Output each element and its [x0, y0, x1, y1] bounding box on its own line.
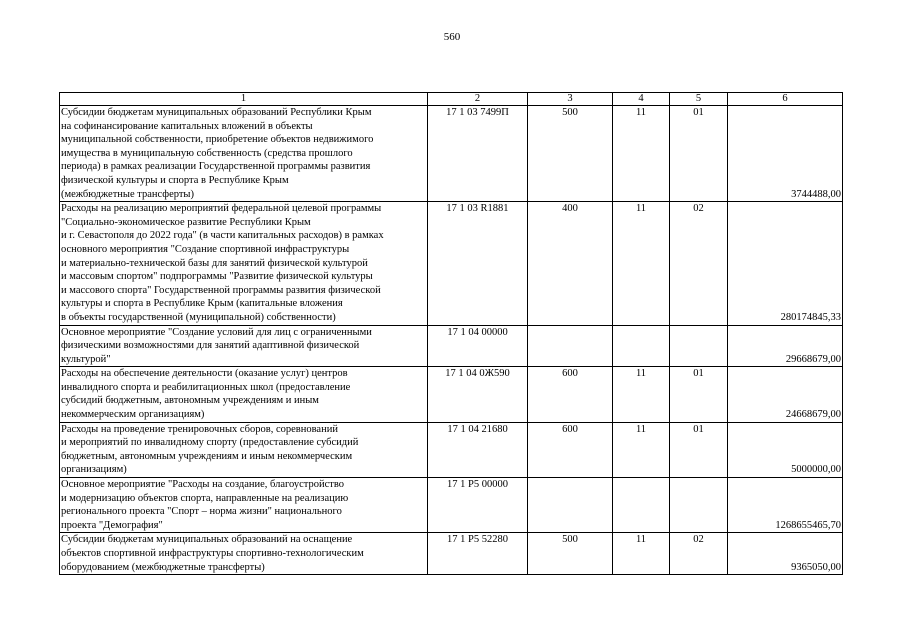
- column-header: 6: [728, 93, 843, 106]
- table-row: [60, 367, 843, 422]
- table-row: [60, 106, 843, 202]
- table-row: [60, 422, 843, 477]
- table-header-row: [60, 93, 843, 106]
- row-amount: 280174845,33: [728, 202, 843, 325]
- row-section: [613, 478, 670, 533]
- row-code: 17 1 03 R1881: [428, 202, 528, 325]
- budget-table: [59, 92, 843, 575]
- column-header: 4: [613, 93, 670, 106]
- table-row: [60, 325, 843, 367]
- table-row: [60, 533, 843, 575]
- column-header: 5: [670, 93, 728, 106]
- page-number: 560: [443, 31, 461, 43]
- row-description: Основное мероприятие "Расходы на создание, благоустройство и модернизацию объектов спорта, направленные на реализацию регионального проекта "Спорт – норма жизни" национального проекта "Демография": [60, 478, 428, 533]
- row-code: 17 1 04 0Ж590: [428, 367, 528, 422]
- row-expense-type: 600: [528, 367, 613, 422]
- row-expense-type: 600: [528, 422, 613, 477]
- row-subsection: 02: [670, 202, 728, 325]
- row-section: [613, 325, 670, 367]
- row-description: Расходы на проведение тренировочных сборов, соревнований и мероприятий по инвалидному спорту (предоставление субсидий бюджетным, автономным учреждениям и иным некоммерческим организациям): [60, 422, 428, 477]
- row-code: 17 1 P5 00000: [428, 478, 528, 533]
- row-code: 17 1 P5 52280: [428, 533, 528, 575]
- row-expense-type: [528, 325, 613, 367]
- table-row: [60, 202, 843, 325]
- column-header: 1: [60, 93, 428, 106]
- row-code: 17 1 04 21680: [428, 422, 528, 477]
- row-description: Субсидии бюджетам муниципальных образований на оснащение объектов спортивной инфраструктуры спортивно-технологическим оборудованием (межбюджетные трансферты): [60, 533, 428, 575]
- row-amount: 24668679,00: [728, 367, 843, 422]
- row-description: Расходы на обеспечение деятельности (оказание услуг) центров инвалидного спорта и реабилитационных школ (предоставление субсидий бюджетным, автономным учреждениям и иным некоммерческим организациям): [60, 367, 428, 422]
- row-section: 11: [613, 367, 670, 422]
- row-description: Расходы на реализацию мероприятий федеральной целевой программы "Социально-экономическое развитие Республики Крым и г. Севастополя до 2022 года" (в части капитальных расходов) в рамках основного мероприятия "Создание спортивной инфраструктуры и материально-технической базы для занятий физической культурой и массовым спортом" подпрограммы "Развитие физической культуры и массового спорта" Государственной программы развития физической культуры и спорта в Республике Крым (капитальные вложения в объекты государственной (муниципальной) собственности): [60, 202, 428, 325]
- row-amount: 5000000,00: [728, 422, 843, 477]
- row-expense-type: 500: [528, 533, 613, 575]
- row-expense-type: [528, 478, 613, 533]
- table-row: [60, 478, 843, 533]
- row-subsection: 01: [670, 367, 728, 422]
- row-expense-type: 400: [528, 202, 613, 325]
- row-section: 11: [613, 106, 670, 202]
- column-header: 3: [528, 93, 613, 106]
- row-section: 11: [613, 533, 670, 575]
- row-description: Основное мероприятие "Создание условий для лиц с ограниченными физическими возможностями для занятий адаптивной физической культурой": [60, 325, 428, 367]
- row-subsection: [670, 325, 728, 367]
- row-subsection: [670, 478, 728, 533]
- row-subsection: 01: [670, 422, 728, 477]
- row-description: Субсидии бюджетам муниципальных образований Республики Крым на софинансирование капитальных вложений в объекты муниципальной собственности, приобретение объектов недвижимого имущества в муниципальную собственность (средства прошлого периода) в рамках реализации Государственной программы развития физической культуры и спорта в Республике Крым (межбюджетные трансферты): [60, 106, 428, 202]
- row-amount: 3744488,00: [728, 106, 843, 202]
- row-expense-type: 500: [528, 106, 613, 202]
- row-code: 17 1 03 7499П: [428, 106, 528, 202]
- row-section: 11: [613, 422, 670, 477]
- row-section: 11: [613, 202, 670, 325]
- row-subsection: 01: [670, 106, 728, 202]
- row-amount: 29668679,00: [728, 325, 843, 367]
- column-header: 2: [428, 93, 528, 106]
- row-code: 17 1 04 00000: [428, 325, 528, 367]
- row-amount: 9365050,00: [728, 533, 843, 575]
- row-subsection: 02: [670, 533, 728, 575]
- row-amount: 1268655465,70: [728, 478, 843, 533]
